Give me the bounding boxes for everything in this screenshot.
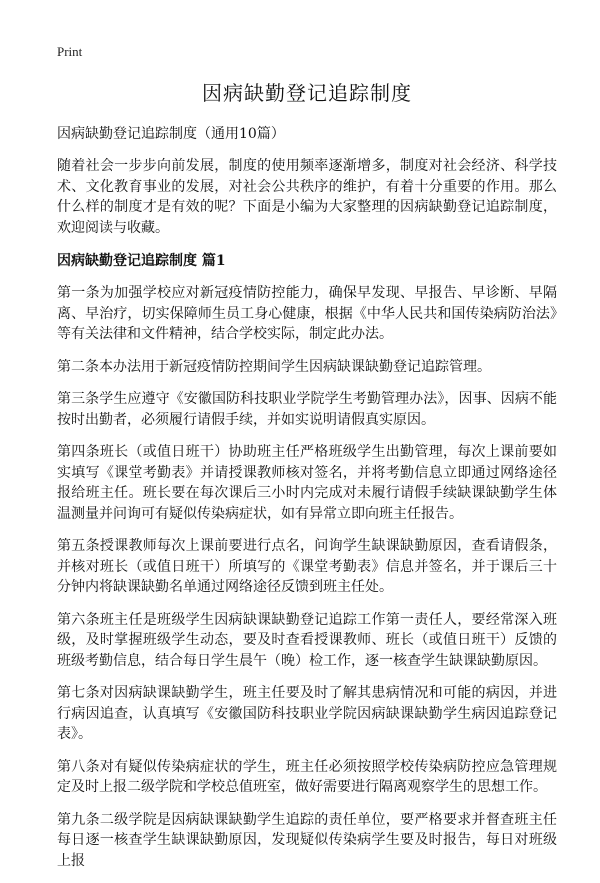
article-4: 第四条班长（或值日班干）协助班主任严格班级学生出勤管理，每次上课前要如实填写《课堂考勤表》并请授课教师核对签名，并将考勤信息立即通过网络途径报给班主任。班长要在每次课后三小时内完成对未履行请假手续缺课缺勤学生体温测量并问询可有疑似传染病症状，如有异常立即向班主任报告。: [57, 444, 557, 522]
document-body: [57, 70, 557, 883]
article-9: 第九条二级学院是因病缺课缺勤学生追踪的责任单位，要严格要求并督查班主任每日逐一核查学生缺课缺勤原因，发现疑似传染病学生要及时报告，每日对班级上报: [57, 811, 557, 869]
article-2: 第二条本办法用于新冠疫情防控期间学生因病缺课缺勤登记追踪管理。: [57, 358, 491, 375]
section-heading: 因病缺勤登记追踪制度 篇1: [57, 253, 226, 269]
page-title: 因病缺勤登记追踪制度: [202, 81, 412, 105]
document-subtitle: 因病缺勤登记追踪制度（通用10篇）: [57, 126, 285, 142]
article-3: 第三条学生应遵守《安徽国防科技职业学院学生考勤管理办法》，因事、因病不能按时出勤者，必须履行请假手续，并如实说明请假真实原因。: [57, 391, 557, 428]
article-8: 第八条对有疑似传染病症状的学生，班主任必须按照学校传染病防控应急管理规定及时上报二级学院和学校总值班室，做好需要进行隔离观察学生的思想工作。: [57, 758, 557, 795]
print-link[interactable]: Print: [57, 44, 83, 59]
article-7: 第七条对因病缺课缺勤学生，班主任要及时了解其患病情况和可能的病因，并进行病因追查，认真填写《安徽国防科技职业学院因病缺课缺勤学生病因追踪登记表》。: [57, 685, 557, 742]
article-5: 第五条授课教师每次上课前要进行点名，问询学生缺课缺勤原因，查看请假条，并核对班长（或值日班干）所填写的《课堂考勤表》信息并签名，并于课后三十分钟内将缺课缺勤名单通过网络途径反馈到班主任处。: [57, 538, 557, 595]
intro-paragraph: 随着社会一步步向前发展，制度的使用频率逐渐增多，制度对社会经济、科学技术、文化教育事业的发展，对社会公共秩序的维护，有着十分重要的作用。那么什么样的制度才是有效的呢？下面是小编为大家整理的因病缺勤登记追踪制度，欢迎阅读与收藏。: [57, 158, 557, 236]
article-6: 第六条班主任是班级学生因病缺课缺勤登记追踪工作第一责任人，要经常深入班级，及时掌握班级学生动态，要及时查看授课教师、班长（或值日班干）反馈的班级考勤信息，结合每日学生晨午（晚）检工作，逐一核查学生缺课缺勤原因。: [57, 611, 557, 669]
article-1: 第一条为加强学校应对新冠疫情防控能力，确保早发现、早报告、早诊断、早隔离、早治疗，切实保障师生员工身心健康，根据《中华人民共和国传染病防治法》等有关法律和文件精神，结合学校实际，制定此办法。: [57, 285, 557, 342]
